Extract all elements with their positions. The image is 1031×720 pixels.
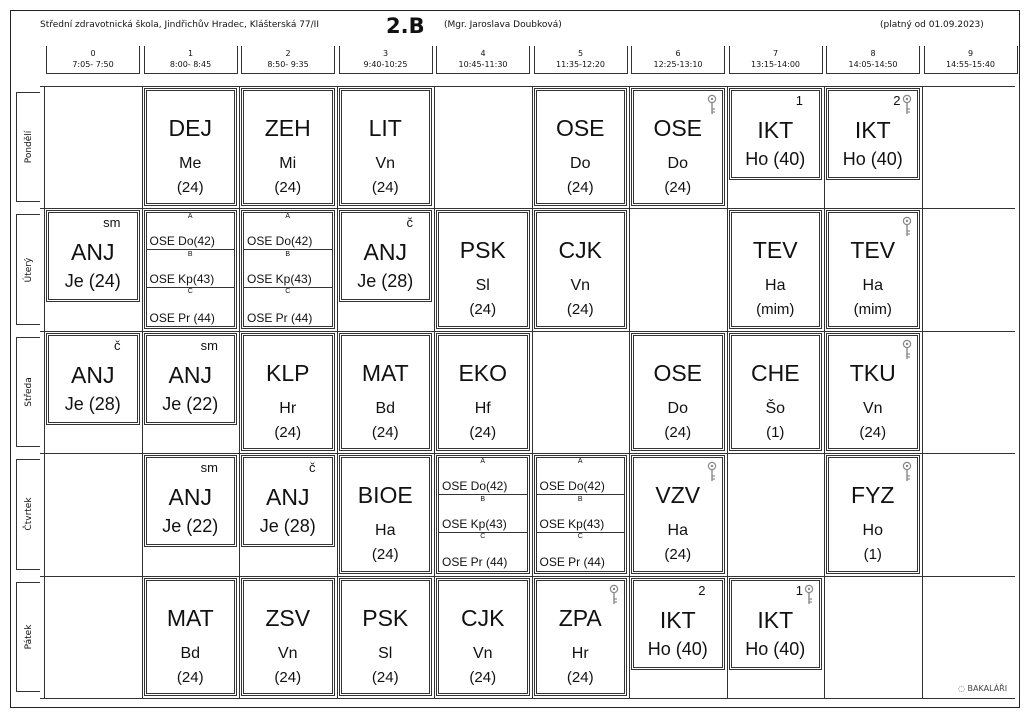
column-divider [922,86,923,698]
key-icon [902,216,912,238]
lesson-cell[interactable] [436,210,530,328]
group-letter: C [577,533,583,541]
group-lesson[interactable] [147,288,235,325]
lesson-teacher-room: Je (24) [64,271,121,292]
lesson-subject: ANJ [363,239,407,266]
day-label: Pátek [23,624,34,650]
period-time: 13:15-14:00 [751,60,800,69]
lesson-teacher: Hf [474,399,491,417]
group-lesson[interactable] [439,496,527,533]
column-divider [824,86,825,698]
lesson-group-mark: 2 [698,582,706,598]
lesson-teacher: Hr [279,399,297,417]
lesson-room: (24) [469,668,497,686]
day-tab [16,337,40,447]
period-header [631,46,725,74]
lesson-teacher: Sl [378,644,393,662]
period-number: 3 [382,49,389,58]
group-lesson-text: OSE Pr (44) [442,555,508,570]
lesson-room: (24) [664,546,692,564]
period-header [436,46,530,74]
group-letter: A [480,458,486,466]
split-lesson-cell[interactable] [436,455,530,573]
lesson-room: (24) [371,179,399,196]
lesson-group-mark: sm [200,337,218,353]
lesson-teacher: Mi [279,155,297,172]
key-icon [902,461,912,483]
lesson-teacher: Me [179,155,202,172]
group-lesson[interactable] [537,458,625,495]
lesson-subject: IKT [854,117,891,143]
split-lesson-cell[interactable] [534,455,628,573]
group-letter: B [187,250,193,258]
period-time: 8:00- 8:45 [169,60,212,69]
lesson-room: (24) [371,668,399,686]
lesson-subject: ANJ [266,484,310,511]
lesson-teacher: Hr [571,644,589,662]
group-letter: B [480,495,486,503]
lesson-room: (mim) [756,301,795,319]
lesson-room: (24) [664,423,692,441]
group-lesson-text: OSE Pr (44) [539,555,605,570]
group-letter: C [187,288,193,296]
lesson-cell[interactable] [339,578,433,696]
lesson-cell[interactable] [241,333,335,451]
lesson-room: (24) [664,179,692,196]
school-name: Střední zdravotnická škola, Jindřichův Hradec, Klášterská 77/II [40,20,319,30]
group-lesson-text: OSE Pr (44) [149,310,215,325]
key-icon [902,339,912,361]
lesson-teacher-room: Je (28) [357,271,414,292]
lesson-subject: KLP [266,359,310,386]
lesson-subject: VZV [655,482,701,509]
group-lesson-text: OSE Kp(43) [149,272,215,286]
lesson-room: (24) [566,668,594,686]
day-label: Čtvrtek [23,497,34,531]
lesson-group-mark: 1 [795,582,803,598]
group-lesson-text: OSE Kp(43) [539,516,605,531]
group-lesson[interactable] [439,458,527,495]
lesson-cell[interactable] [729,333,823,451]
period-header [144,46,238,74]
period-header [534,46,628,74]
key-icon [707,461,717,483]
column-divider [727,86,728,698]
period-number: 0 [90,49,96,58]
lesson-teacher-room: Ho (40) [842,149,903,169]
lesson-cell[interactable] [826,88,920,180]
lesson-room: (24) [469,423,497,441]
lesson-cell[interactable] [534,88,628,206]
group-lesson[interactable] [537,533,625,570]
period-time: 14:55-15:40 [946,60,995,69]
lesson-teacher: Vn [375,155,396,172]
day-label: Úterý [23,257,34,282]
period-header [924,46,1018,74]
lesson-cell[interactable] [339,455,433,573]
row-divider [40,698,1015,699]
lesson-subject: DEJ [168,115,212,141]
lesson-teacher-room: Je (28) [259,516,316,537]
lesson-cell[interactable] [46,210,140,302]
day-label: Středa [23,377,34,407]
lesson-group-mark: 2 [893,93,901,108]
valid-from: (platný od 01.09.2023) [880,20,984,30]
row-divider [40,576,1015,577]
lesson-cell[interactable] [339,333,433,451]
lesson-cell[interactable] [826,210,920,328]
lesson-teacher: Ha [862,277,883,295]
lesson-room: (24) [274,423,302,441]
lesson-subject: IKT [757,117,794,143]
lesson-teacher-room: Ho (40) [745,638,806,659]
lesson-room: (24) [274,179,302,196]
lesson-subject: OSE [653,359,703,386]
period-header [46,46,140,74]
group-lesson-text: OSE Do(42) [442,479,508,494]
lesson-room: (24) [566,179,594,196]
class-teacher: (Mgr. Jaroslava Doubková) [444,20,562,30]
group-letter: C [285,288,291,296]
key-icon [609,584,619,606]
lesson-cell[interactable] [826,333,920,451]
lesson-room: (1) [863,546,882,564]
lesson-teacher: Vn [472,644,493,662]
group-letter: B [285,250,291,258]
lesson-teacher-room: Ho (40) [647,638,708,659]
lesson-subject: CJK [558,237,602,264]
lesson-subject: LIT [368,115,402,141]
lesson-subject: BIOE [357,482,413,509]
group-lesson-text: OSE Pr (44) [247,310,313,325]
lesson-cell[interactable] [46,333,140,425]
lesson-teacher: Vn [570,277,591,295]
group-letter: A [577,458,583,466]
period-time: 9:40-10:25 [363,60,408,69]
lesson-cell[interactable] [631,578,725,670]
column-divider [44,86,45,698]
column-divider [629,86,630,698]
column-divider [239,86,240,698]
lesson-teacher-room: Je (22) [162,393,219,414]
period-header [241,46,335,74]
group-lesson[interactable] [439,533,527,570]
lesson-group-mark: sm [103,215,121,231]
lesson-cell[interactable] [144,455,238,547]
group-lesson[interactable] [244,251,332,288]
lesson-cell[interactable] [241,88,335,206]
lesson-cell[interactable] [436,333,530,451]
column-divider [434,86,435,698]
lesson-teacher-room: Ho (40) [745,149,806,169]
group-lesson-text: OSE Do(42) [247,234,313,249]
lesson-teacher: Vn [862,399,883,417]
day-tab [16,459,40,569]
period-number: 1 [187,49,194,58]
day-tab [16,582,40,692]
lesson-cell[interactable] [534,210,628,328]
lesson-teacher: Ha [765,277,786,295]
lesson-room: (mim) [853,301,892,319]
group-lesson[interactable] [537,496,625,533]
lesson-group-mark: č [406,215,413,231]
period-time: 7:05- 7:50 [72,60,114,69]
day-tab [16,92,40,202]
column-divider [532,86,533,698]
group-lesson[interactable] [244,288,332,325]
period-number: 8 [870,49,876,58]
lesson-teacher: Vn [277,644,298,662]
lesson-teacher-room: Je (28) [64,393,121,414]
lesson-cell[interactable] [339,210,433,302]
lesson-room: (24) [176,668,204,686]
lesson-subject: TEV [850,237,896,264]
period-header [339,46,433,74]
lesson-teacher: Do [570,155,591,172]
day-label: Pondělí [23,130,34,164]
lesson-subject: EKO [458,359,508,386]
lesson-cell[interactable] [144,578,238,696]
lesson-subject: PSK [362,604,409,631]
group-letter: C [480,533,486,541]
lesson-room: (24) [274,668,302,686]
bakalari-brand: ◌ BAKALÁŘI [958,684,1008,693]
lesson-cell[interactable] [339,88,433,206]
group-letter: A [285,213,291,221]
lesson-room: (24) [469,301,497,319]
row-divider [40,208,1015,209]
period-time: 14:05-14:50 [848,60,898,69]
row-divider [40,331,1015,332]
group-lesson-text: OSE Do(42) [539,479,605,494]
day-tab [16,214,40,324]
period-number: 6 [675,49,681,58]
lesson-teacher: Ha [667,522,688,540]
group-lesson-text: OSE Do(42) [149,234,215,249]
lesson-cell[interactable] [631,455,725,573]
lesson-teacher: Ha [375,522,396,540]
lesson-room: (24) [371,546,399,564]
lesson-subject: IKT [757,606,794,633]
lesson-cell[interactable] [144,333,238,425]
lesson-subject: ZEH [264,115,311,141]
lesson-teacher: Bd [375,399,396,417]
period-number: 2 [285,49,291,58]
lesson-room: (24) [176,179,204,196]
lesson-teacher: Sl [475,277,490,295]
lesson-room: (24) [566,301,594,319]
lesson-cell[interactable] [826,455,920,573]
lesson-cell[interactable] [534,578,628,696]
key-icon [804,584,814,606]
lesson-group-mark: sm [200,460,218,476]
lesson-room: (1) [766,423,785,441]
period-number: 7 [772,49,779,58]
class-title: 2.B [386,14,425,38]
lesson-teacher: Šo [765,399,786,417]
group-letter: B [577,495,583,503]
lesson-cell[interactable] [241,455,335,547]
lesson-teacher: Ho [862,522,883,540]
lesson-subject: ZSV [265,604,311,631]
lesson-subject: ANJ [168,361,212,388]
column-divider [337,86,338,698]
lesson-teacher: Do [667,399,688,417]
period-time: 8:50- 9:35 [267,60,309,69]
group-lesson[interactable] [147,213,235,250]
period-time: 10:45-11:30 [458,60,508,69]
lesson-room: (24) [859,423,887,441]
lesson-room: (24) [371,423,399,441]
lesson-group-mark: č [309,460,316,476]
lesson-cell[interactable] [729,578,823,670]
bakalari-label: BAKALÁŘI [967,684,1008,693]
lesson-subject: CHE [750,359,800,386]
split-lesson-cell[interactable] [144,210,238,328]
lesson-subject: MAT [166,604,214,631]
lesson-cell[interactable] [729,88,823,180]
period-time: 12:25-13:10 [653,60,703,69]
lesson-cell[interactable] [729,210,823,328]
lesson-subject: ANJ [71,239,115,266]
period-header [826,46,920,74]
lesson-group-mark: 1 [795,93,803,108]
column-divider [1019,86,1020,698]
lesson-cell[interactable] [241,578,335,696]
lesson-subject: FYZ [851,482,895,509]
split-lesson-cell[interactable] [241,210,335,328]
lesson-subject: OSE [555,115,605,141]
group-letter: A [187,213,193,221]
period-header [729,46,823,74]
period-number: 5 [577,49,584,58]
period-number: 9 [967,49,974,58]
lesson-teacher: Do [667,155,688,172]
lesson-subject: CJK [461,604,505,631]
key-icon [902,94,912,116]
lesson-cell[interactable] [144,88,238,206]
group-lesson[interactable] [244,213,332,250]
lesson-subject: PSK [459,237,506,264]
group-lesson[interactable] [147,251,235,288]
lesson-subject: TEV [752,237,798,264]
lesson-subject: ANJ [71,361,115,388]
lesson-subject: ANJ [168,484,212,511]
column-divider [142,86,143,698]
lesson-subject: IKT [659,606,696,633]
lesson-subject: ZPA [558,604,602,631]
key-icon [707,94,717,116]
lesson-cell[interactable] [631,88,725,206]
lesson-group-mark: č [114,337,121,353]
lesson-cell[interactable] [631,333,725,451]
lesson-cell[interactable] [436,578,530,696]
group-lesson-text: OSE Kp(43) [442,516,507,531]
period-number: 4 [480,49,486,58]
row-divider [40,86,1015,87]
lesson-teacher-room: Je (22) [162,516,219,537]
period-time: 11:35-12:20 [556,60,605,69]
lesson-subject: OSE [653,115,703,141]
group-lesson-text: OSE Kp(43) [247,272,312,286]
lesson-subject: TKU [849,359,896,386]
lesson-teacher: Bd [180,644,201,662]
row-divider [40,453,1015,454]
lesson-subject: MAT [361,359,409,386]
